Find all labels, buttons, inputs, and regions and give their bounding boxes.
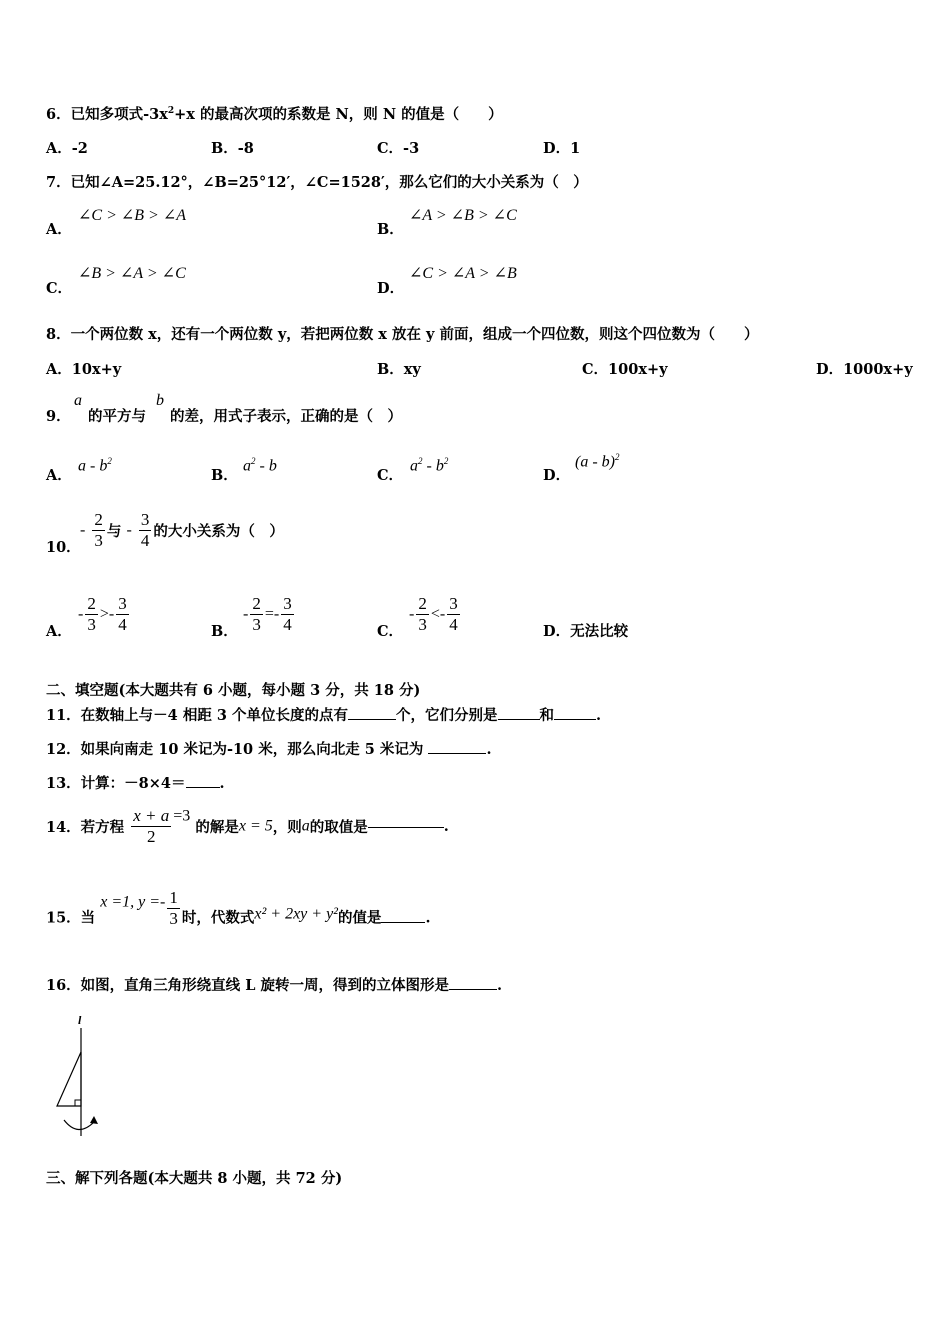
q10-frac-1: $\frac{2}{3}$ <box>94 510 103 550</box>
right-triangle <box>57 1052 81 1106</box>
rotation-arrow <box>64 1120 94 1130</box>
q10-option-b-label[interactable]: B． <box>211 623 238 640</box>
section-3-heading: 三、解下列各题(本大题共 8 小题，共 72 分) <box>46 1170 343 1187</box>
q14-blank[interactable] <box>368 826 444 828</box>
q15-blank[interactable] <box>381 921 425 923</box>
q9-option-c-label[interactable]: C． <box>377 467 404 484</box>
q8-option-d[interactable]: D．1000x+y <box>816 361 913 378</box>
q16-figure <box>48 1012 108 1140</box>
q7-option-b-expr: ∠A > ∠B > ∠C <box>409 207 517 224</box>
q6-option-c[interactable]: C．-3 <box>377 140 420 157</box>
q13: 13．计算：－8×4＝ . <box>46 775 225 792</box>
q9-post: 的差，用式子表示，正确的是（ ） <box>170 408 402 425</box>
q7-option-c-label[interactable]: C． <box>46 280 73 297</box>
q12-blank[interactable] <box>428 752 486 754</box>
q9-option-d-label[interactable]: D． <box>543 467 571 484</box>
q16-blank[interactable] <box>449 988 497 990</box>
q11-blank-1[interactable] <box>348 718 396 720</box>
q6-option-d[interactable]: D．1 <box>543 140 581 157</box>
q9-mid: 的平方与 <box>88 408 146 425</box>
q8-option-c[interactable]: C．100x+y <box>582 361 668 378</box>
rotation-arrowhead <box>90 1116 98 1124</box>
q7-stem: 7．已知∠A=25.12°，∠B=25°12′，∠C=1528′，那么它们的大小关系为（ ） <box>46 174 588 191</box>
q8-option-b[interactable]: B．xy <box>377 361 421 378</box>
q9-option-d-expr: (a - b)$^2$ <box>575 452 620 471</box>
q11: 11．在数轴上与－4 相距 3 个单位长度的点有 个，它们分别是 和 . <box>46 707 602 724</box>
q9-option-a-expr: a - $b^2$ <box>78 456 112 475</box>
q15-fraction: $\frac{1}{3}$ <box>169 888 178 928</box>
q10-stem-expr: - $\frac{2}{3}$ 与 - $\frac{3}{4}$ 的大小关系为（ ） <box>80 510 284 550</box>
q10-frac-2: $\frac{3}{4}$ <box>140 510 150 550</box>
q6-stem: 6．已知多项式$-3x^2+x$ 的最高次项的系数是 N，则 N 的值是（ ） <box>46 106 503 123</box>
q16: 16．如图，直角三角形绕直线 L 旋转一周，得到的立体图形是 . <box>46 977 503 994</box>
q10-option-a-expr: - $\frac{2}{3}$ >- $\frac{3}{4}$ <box>78 594 127 634</box>
right-angle-mark <box>75 1100 81 1106</box>
q9-var-b: b <box>156 392 164 409</box>
q6-option-b[interactable]: B．-8 <box>211 140 254 157</box>
q11-blank-2[interactable] <box>498 718 540 720</box>
q9-option-b-label[interactable]: B． <box>211 467 238 484</box>
q9-option-a-label[interactable]: A． <box>46 467 72 484</box>
q8-stem: 8．一个两位数 x，还有一个两位数 y，若把两位数 x 放在 y 前面，组成一个四位数，则这个四位数为（ ） <box>46 326 759 343</box>
q8-option-a[interactable]: A．10x+y <box>46 361 122 378</box>
q10-option-b-expr: - $\frac{2}{3}$ =- $\frac{3}{4}$ <box>243 594 292 634</box>
q13-blank[interactable] <box>186 786 220 788</box>
line-l-label: l <box>78 1013 82 1027</box>
q14: 14．若方程 $\frac{x + a}{2}$ =3 的解是x = 5，则a的取值是 . <box>46 806 449 846</box>
q10-option-c-label[interactable]: C． <box>377 623 404 640</box>
q7-option-c-expr: ∠B > ∠A > ∠C <box>78 265 186 282</box>
q7-option-a-expr: ∠C > ∠B > ∠A <box>78 207 187 224</box>
q10-option-d[interactable]: D．无法比较 <box>543 623 629 640</box>
q11-blank-3[interactable] <box>554 718 596 720</box>
q9-option-b-expr: $a^2$ - b <box>243 456 277 475</box>
q6-option-a[interactable]: A．-2 <box>46 140 88 157</box>
q7-option-d-expr: ∠C > ∠A > ∠B <box>409 265 517 282</box>
q9-num: 9． <box>46 408 71 425</box>
q10-option-c-expr: - $\frac{2}{3}$ <- $\frac{3}{4}$ <box>409 594 458 634</box>
q10-num: 10． <box>46 539 81 556</box>
q9-option-c-expr: $a^2 - b^2$ <box>410 456 449 475</box>
q10-option-a-label[interactable]: A． <box>46 623 72 640</box>
q7-option-d-label[interactable]: D． <box>377 280 405 297</box>
q9-var-a: a <box>74 392 82 409</box>
q7-option-a-label[interactable]: A． <box>46 221 72 238</box>
section-2-heading: 二、填空题(本大题共有 6 小题，每小题 3 分，共 18 分) <box>46 682 421 699</box>
q14-fraction: $\frac{x + a}{2}$ <box>133 806 170 846</box>
q7-option-b-label[interactable]: B． <box>377 221 404 238</box>
q12: 12．如果向南走 10 米记为-10 米，那么向北走 5 米记为 . <box>46 741 492 758</box>
q15: 15．当 x =1, y =- $\frac{1}{3}$ 时，代数式x² + 2xy + y²的值是 . <box>46 888 431 928</box>
